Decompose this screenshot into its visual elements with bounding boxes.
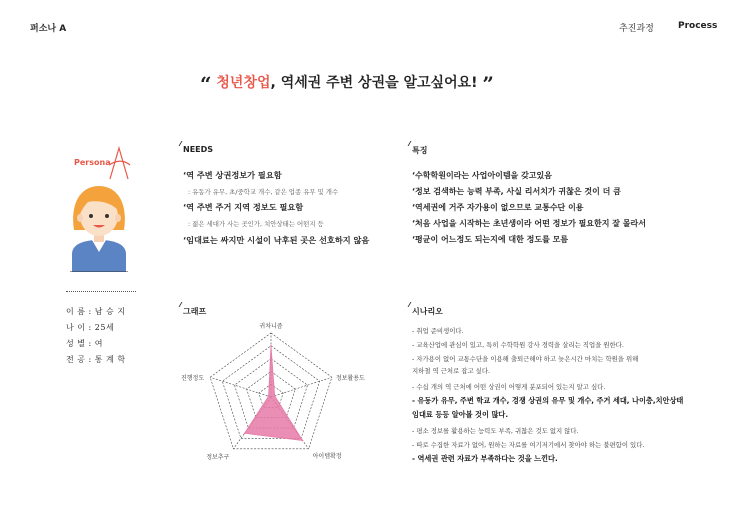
scenario-line-4: 지하철 역 근처로 잡고 싶다. (412, 367, 491, 375)
info-name: 이 름 : 남 승 지 (66, 307, 126, 316)
radar-chart (170, 315, 380, 475)
radar-point (302, 440, 304, 442)
scenario-line-9: - 따로 수집한 자료가 없어, 원하는 자료를 여기저기에서 찾아야 하는 불편함이 있다. (412, 441, 645, 449)
nav-process-ko[interactable]: 추진과정 (619, 24, 654, 34)
radar-point (270, 345, 272, 347)
features-title: 특징 (412, 145, 427, 156)
radar-axis-label: 아이템확정 (312, 452, 342, 460)
info-major: 전 공 : 통 계 학 (66, 355, 126, 364)
radar-axis-label: 귀차니즘 (259, 323, 283, 330)
radar-axis-label: 정보추구 (206, 453, 230, 461)
graph-title: 그래프 (183, 306, 206, 317)
scenario-line-5: - 수십 개의 역 근처에 어떤 상권이 어떻게 분포되어 있는지 알고 싶다. (412, 383, 606, 391)
feature-item-3: ‘역세권에 거주 자가용이 없으므로 교통수단 이용 (412, 203, 584, 212)
scenario-line-8: - 평소 정보를 활용하는 능력도 부족, 귀찮은 것도 없지 않다. (412, 427, 579, 435)
close-quote-mark: ” (482, 72, 494, 96)
scenario-line-6: - 유동가 유무, 주변 학교 개수, 경쟁 상권의 유무 및 개수, 주거 세대, 나이층,치안상태 (412, 396, 684, 405)
scenario-line-7: 임대료 등등 알아볼 것이 많다. (412, 410, 509, 419)
scenario-line-1: - 취업 준비생이다. (412, 327, 464, 335)
avatar (66, 180, 132, 272)
needs-item-1: ‘역 주변 상권정보가 필요함 (183, 170, 282, 180)
info-gender: 성 별 : 여 (66, 339, 104, 348)
open-quote-mark: “ (200, 72, 212, 96)
needs-item-3: ‘임대료는 싸지만 시설이 낙후된 곳은 선호하지 않음 (183, 235, 370, 245)
persona-letter-a-icon (107, 145, 131, 181)
feature-item-1: ‘수학학원이라는 사업아이템을 갖고있음 (412, 171, 552, 180)
persona-quote (200, 72, 494, 96)
scenario-line-2: - 교육산업에 관심이 있고, 특히 수학학원 강사 경력을 살리는 직업을 원한다. (412, 341, 624, 349)
radar-point (244, 432, 246, 434)
radar-point (274, 395, 276, 397)
quote-rest: , 역세권 주변 상권을 알고싶어요! (270, 75, 478, 91)
persona-divider (66, 291, 136, 292)
feature-item-5: ‘평균이 어느정도 되는지에 대한 정도를 모름 (412, 235, 569, 244)
nav-process-en[interactable]: Process (678, 21, 718, 31)
radar-axis-line (210, 377, 271, 397)
persona-label: Persona (74, 158, 111, 167)
needs-sub-2: : 젊은 세대가 사는 곳인가, 치안상태는 어떤지 등 (188, 220, 324, 228)
radar-axis-line (271, 377, 332, 397)
persona-page-title: 퍼소나 A (30, 24, 67, 34)
quote-accent: 청년창업 (216, 75, 271, 91)
radar-axis-label: 진행정도 (180, 375, 205, 383)
needs-item-2: ‘역 주변 주거 지역 정보도 필요함 (183, 202, 304, 212)
scenario-line-10: - 역세권 관련 자료가 부족하다는 것을 느낀다. (412, 454, 558, 463)
needs-title: NEEDS (183, 145, 213, 154)
needs-sub-1: : 유동가 유무, 초/중학교 개수, 같은 업종 유무 및 개수 (188, 188, 339, 196)
scenario-line-3: - 자가용이 없어 교통수단을 이용해 출퇴근해야 하고 늦은시간 마치는 학원을 위해 (412, 355, 639, 363)
radar-axis-label: 정보활용도 (335, 375, 365, 383)
radar-series-area (245, 346, 303, 441)
feature-item-2: ‘정보 검색하는 능력 부족, 사실 리서치가 귀찮은 것이 더 큼 (412, 187, 621, 196)
scenario-title: 시나리오 (412, 306, 443, 317)
radar-point (268, 395, 270, 397)
feature-item-4: ‘처음 사업을 시작하는 초년생이라 어떤 정보가 필요한지 잘 몰라서 (412, 219, 646, 228)
info-age: 나 이 : 25세 (66, 323, 115, 332)
